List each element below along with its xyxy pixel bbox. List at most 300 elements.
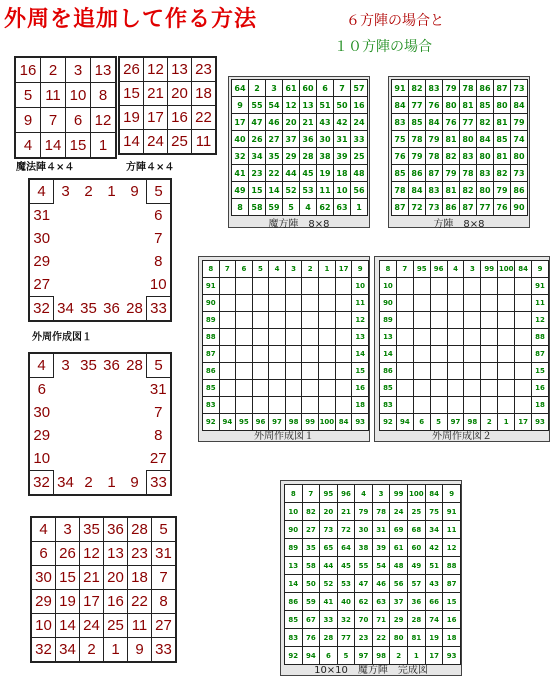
grid-cell: 3 (372, 485, 390, 503)
grid-cell (100, 401, 123, 424)
grid-cell: 83 (426, 182, 443, 199)
grid-row (119, 106, 216, 130)
grid-cell (481, 295, 498, 312)
grid-cell: 46 (372, 575, 390, 593)
grid-cell: 15 (249, 182, 266, 199)
grid-cell: 30 (317, 131, 334, 148)
grid-row (29, 378, 171, 402)
grid-cell (123, 447, 147, 471)
grid-cell: 76 (443, 114, 460, 131)
grid-cell (413, 329, 430, 346)
grid-cell: 20 (104, 566, 128, 590)
grid-cell: 22 (192, 106, 217, 130)
grid-cell: 38 (317, 148, 334, 165)
grid-cell: 48 (351, 165, 368, 182)
grid-row (380, 261, 549, 278)
grid-cell (498, 363, 515, 380)
grid-cell: 8 (152, 590, 177, 614)
grid-cell: 76 (426, 97, 443, 114)
grid-cell: 80 (477, 182, 494, 199)
grid-cell: 95 (320, 485, 338, 503)
grid-cell: 14 (285, 575, 303, 593)
grid-cell (77, 273, 100, 297)
grid-cell: 31 (372, 521, 390, 539)
grid-cell (302, 346, 319, 363)
grid-cell: 20 (283, 114, 300, 131)
grid-cell (236, 312, 253, 329)
grid-cell (100, 447, 123, 471)
grid-cell: 81 (443, 131, 460, 148)
grid-row (380, 380, 549, 397)
grid-cell: 2 (390, 647, 408, 665)
grid-cell: 9 (15, 108, 41, 133)
grid-cell: 1 (351, 199, 368, 216)
outer10-2-grid (379, 260, 549, 431)
grid-cell (447, 278, 464, 295)
grid-cell: 67 (302, 611, 320, 629)
grid-cell (100, 273, 123, 297)
grid-cell: 84 (409, 182, 426, 199)
grid-cell: 73 (320, 521, 338, 539)
grid-row (203, 295, 369, 312)
outer6-2-grid (28, 352, 172, 496)
grid-cell: 4 (355, 485, 373, 503)
grid-cell: 68 (407, 521, 425, 539)
grid-cell: 64 (337, 539, 355, 557)
grid-cell: 34 (56, 638, 80, 663)
grid-cell: 90 (285, 521, 303, 539)
grid-row (285, 593, 461, 611)
grid-cell: 3 (54, 179, 78, 204)
grid-cell (285, 397, 302, 414)
grid-row (29, 471, 171, 496)
grid-row (15, 57, 116, 83)
grid-row (380, 363, 549, 380)
grid-cell (396, 380, 413, 397)
grid-row (203, 278, 369, 295)
grid-cell: 16 (15, 57, 41, 83)
grid-cell: 4 (29, 353, 54, 378)
grid-cell (413, 295, 430, 312)
grid-cell: 11 (317, 182, 334, 199)
grid-cell (252, 329, 269, 346)
page-title: 外周を追加して作る方法 (4, 7, 258, 32)
grid-cell (413, 278, 430, 295)
grid-cell: 76 (302, 629, 320, 647)
grid-row (29, 250, 171, 273)
grid-cell (219, 363, 236, 380)
grid-cell: 14 (266, 182, 283, 199)
grid-cell: 34 (425, 521, 443, 539)
grid-cell: 15 (443, 593, 461, 611)
grid-cell: 91 (203, 278, 220, 295)
grid-cell: 13 (285, 557, 303, 575)
grid-cell (396, 329, 413, 346)
grid-cell: 35 (302, 539, 320, 557)
grid-cell: 31 (29, 204, 54, 228)
grid-cell (219, 380, 236, 397)
caption-final10: 10×10 魔方陣 完成図 (314, 665, 428, 676)
grid-row (203, 346, 369, 363)
grid-cell: 5 (430, 414, 447, 431)
grid-row (31, 566, 176, 590)
grid-cell: 13 (104, 542, 128, 566)
grid-cell: 29 (29, 424, 54, 447)
grid-cell: 10 (285, 503, 303, 521)
grid-cell: 12 (91, 108, 117, 133)
grid-cell: 29 (31, 590, 56, 614)
grid-row (232, 199, 368, 216)
grid-cell: 20 (168, 82, 192, 106)
grid-row (31, 542, 176, 566)
grid-cell: 30 (355, 521, 373, 539)
magic4-grid (14, 56, 117, 159)
grid-cell: 62 (317, 199, 334, 216)
grid-cell: 87 (460, 199, 477, 216)
grid-cell: 62 (355, 593, 373, 611)
grid-cell: 95 (413, 261, 430, 278)
grid-row (232, 114, 368, 131)
grid-cell: 66 (425, 593, 443, 611)
grid-cell: 93 (443, 647, 461, 665)
grid-cell: 81 (443, 182, 460, 199)
grid-row (285, 575, 461, 593)
grid-cell: 44 (283, 165, 300, 182)
grid-cell (54, 447, 78, 471)
grid-cell: 94 (396, 414, 413, 431)
grid-cell: 36 (104, 517, 128, 542)
grid-cell (269, 329, 286, 346)
grid-cell: 43 (317, 114, 334, 131)
grid-cell: 8 (147, 250, 172, 273)
grid-row (285, 611, 461, 629)
grid-cell: 49 (232, 182, 249, 199)
grid-cell: 89 (203, 312, 220, 329)
grid-cell (515, 397, 532, 414)
grid-cell: 88 (443, 557, 461, 575)
grid-cell: 82 (494, 165, 511, 182)
grid-cell (515, 380, 532, 397)
grid-row (232, 131, 368, 148)
grid-cell (77, 424, 100, 447)
grid-cell: 87 (532, 346, 549, 363)
grid-cell: 60 (300, 80, 317, 97)
grid-cell: 25 (104, 614, 128, 638)
grid-cell: 55 (355, 557, 373, 575)
grid-cell (481, 278, 498, 295)
grid-cell: 57 (407, 575, 425, 593)
grid-cell: 6 (413, 414, 430, 431)
grid-cell (498, 329, 515, 346)
grid-cell: 17 (232, 114, 249, 131)
grid-cell: 82 (477, 114, 494, 131)
grid-cell: 83 (426, 80, 443, 97)
grid-cell: 77 (409, 97, 426, 114)
grid-cell: 35 (266, 148, 283, 165)
grid-cell: 24 (351, 114, 368, 131)
grid-cell: 15 (352, 363, 369, 380)
grid-cell: 3 (464, 261, 481, 278)
grid-cell: 15 (532, 363, 549, 380)
grid-cell (318, 329, 335, 346)
grid-cell (481, 312, 498, 329)
grid-cell: 90 (380, 295, 397, 312)
grid-cell: 80 (443, 97, 460, 114)
grid-cell: 85 (494, 131, 511, 148)
grid-cell: 29 (283, 148, 300, 165)
grid-cell (236, 363, 253, 380)
subtitle-10: １０方陣の場合 (334, 39, 432, 55)
grid-cell: 93 (532, 414, 549, 431)
grid-cell (54, 401, 78, 424)
grid-cell: 82 (460, 182, 477, 199)
grid-cell: 14 (56, 614, 80, 638)
grid-cell: 87 (392, 199, 409, 216)
grid-row (232, 182, 368, 199)
grid-cell: 28 (123, 353, 147, 378)
grid-cell: 80 (494, 97, 511, 114)
grid-cell (464, 312, 481, 329)
grid-row (392, 165, 528, 182)
grid-cell: 10 (29, 447, 54, 471)
grid-cell: 13 (91, 57, 117, 83)
grid-cell: 73 (511, 80, 528, 97)
grid-cell: 21 (80, 566, 104, 590)
grid-cell: 23 (192, 57, 217, 82)
grid-cell (335, 278, 352, 295)
grid-cell: 13 (380, 329, 397, 346)
grid-cell (285, 346, 302, 363)
grid-cell: 23 (249, 165, 266, 182)
grid-cell: 23 (128, 542, 152, 566)
grid-cell: 99 (390, 485, 408, 503)
grid-cell: 31 (147, 378, 172, 402)
grid-row (29, 353, 171, 378)
grid-cell (77, 250, 100, 273)
grid-cell (515, 312, 532, 329)
grid-cell: 79 (494, 182, 511, 199)
grid-cell: 1 (498, 414, 515, 431)
grid-row (392, 131, 528, 148)
grid-cell: 58 (249, 199, 266, 216)
grid-cell (285, 363, 302, 380)
grid-cell (77, 204, 100, 228)
grid-cell: 3 (66, 57, 91, 83)
grid-cell: 10 (147, 273, 172, 297)
outer6-1-grid (28, 178, 172, 322)
grid-cell: 8 (285, 485, 303, 503)
grid-cell (481, 346, 498, 363)
grid-cell: 84 (335, 414, 352, 431)
grid-cell: 26 (119, 57, 144, 82)
grid-cell (302, 278, 319, 295)
grid-cell: 8 (91, 83, 117, 108)
grid-row (285, 485, 461, 503)
grid-cell: 1 (104, 638, 128, 663)
grid-cell: 74 (511, 131, 528, 148)
grid-cell: 25 (407, 503, 425, 521)
grid-cell: 15 (66, 133, 91, 159)
grid-cell (396, 295, 413, 312)
grid-cell (335, 312, 352, 329)
grid-cell: 9 (123, 179, 147, 204)
grid-cell: 98 (372, 647, 390, 665)
grid-cell (236, 295, 253, 312)
grid-cell (481, 380, 498, 397)
grid-row (29, 447, 171, 471)
grid-row (380, 346, 549, 363)
grid-cell (318, 278, 335, 295)
grid-row (203, 312, 369, 329)
grid-cell: 33 (147, 471, 172, 496)
grid-cell: 10 (31, 614, 56, 638)
grid-cell: 9 (232, 97, 249, 114)
grid-cell: 9 (352, 261, 369, 278)
grid-cell (335, 363, 352, 380)
grid-cell: 19 (425, 629, 443, 647)
grid-cell (54, 204, 78, 228)
grid-cell: 85 (380, 380, 397, 397)
grid-row (232, 80, 368, 97)
grid-cell (515, 363, 532, 380)
grid-cell (515, 295, 532, 312)
grid-cell: 4 (447, 261, 464, 278)
square-8x8-frame (388, 76, 530, 228)
magic8-grid (231, 79, 368, 216)
grid-cell: 7 (219, 261, 236, 278)
grid-row (392, 80, 528, 97)
grid-cell: 89 (285, 539, 303, 557)
grid-cell: 14 (119, 130, 144, 155)
grid-cell: 30 (29, 401, 54, 424)
grid-cell: 39 (334, 148, 351, 165)
grid-cell: 80 (477, 148, 494, 165)
grid-cell: 25 (168, 130, 192, 155)
grid-cell: 8 (203, 261, 220, 278)
caption-outer6-1: 外周作成図１ (32, 332, 92, 343)
grid-cell (447, 397, 464, 414)
grid-cell: 90 (511, 199, 528, 216)
grid-cell: 84 (426, 114, 443, 131)
grid-cell (396, 312, 413, 329)
grid-cell: 18 (192, 82, 217, 106)
grid-cell: 16 (532, 380, 549, 397)
grid-cell (252, 312, 269, 329)
grid-cell: 80 (460, 131, 477, 148)
grid-cell: 14 (352, 346, 369, 363)
grid-cell: 88 (532, 329, 549, 346)
grid-cell: 10 (352, 278, 369, 295)
grid-cell: 29 (29, 250, 54, 273)
grid-cell (219, 397, 236, 414)
magic-square-4x4 (14, 56, 117, 159)
grid-cell (302, 329, 319, 346)
grid-cell: 8 (380, 261, 397, 278)
grid-cell: 86 (443, 199, 460, 216)
grid-cell (123, 401, 147, 424)
grid-row (31, 638, 176, 663)
grid-cell: 5 (252, 261, 269, 278)
grid-cell: 84 (515, 261, 532, 278)
grid-cell (430, 329, 447, 346)
grid-cell (498, 397, 515, 414)
grid-cell: 96 (337, 485, 355, 503)
grid-cell: 52 (320, 575, 338, 593)
grid-cell: 100 (407, 485, 425, 503)
grid-cell: 49 (407, 557, 425, 575)
grid-row (380, 295, 549, 312)
grid-cell: 9 (123, 471, 147, 496)
grid-row (392, 199, 528, 216)
grid-row (119, 57, 216, 82)
grid-row (232, 148, 368, 165)
grid-row (203, 261, 369, 278)
grid-cell: 53 (337, 575, 355, 593)
grid-cell: 3 (54, 353, 78, 378)
grid-cell (318, 295, 335, 312)
grid-cell: 77 (337, 629, 355, 647)
grid-cell: 32 (337, 611, 355, 629)
grid-cell: 80 (511, 148, 528, 165)
grid-cell (396, 397, 413, 414)
grid-cell: 79 (443, 165, 460, 182)
grid-cell: 12 (443, 539, 461, 557)
grid-cell (335, 295, 352, 312)
grid-cell (430, 312, 447, 329)
grid-cell: 12 (80, 542, 104, 566)
grid-cell: 28 (128, 517, 152, 542)
grid-cell: 86 (409, 165, 426, 182)
grid-cell: 86 (285, 593, 303, 611)
grid-cell: 82 (409, 80, 426, 97)
grid-cell: 19 (119, 106, 144, 130)
grid-cell (252, 363, 269, 380)
grid-cell (464, 329, 481, 346)
grid-cell: 1 (100, 179, 123, 204)
grid-cell: 41 (320, 593, 338, 611)
grid-cell (269, 380, 286, 397)
grid-cell (302, 380, 319, 397)
grid-cell: 87 (443, 575, 461, 593)
grid-cell: 63 (334, 199, 351, 216)
grid-cell: 17 (335, 261, 352, 278)
grid-cell: 13 (352, 329, 369, 346)
grid-cell (269, 363, 286, 380)
grid-row (29, 227, 171, 250)
grid-cell: 3 (266, 80, 283, 97)
grid-cell: 20 (320, 503, 338, 521)
grid-cell (413, 380, 430, 397)
grid-cell: 41 (232, 165, 249, 182)
grid-cell: 78 (460, 165, 477, 182)
grid-cell: 81 (494, 148, 511, 165)
grid-cell: 30 (31, 566, 56, 590)
grid-cell: 28 (123, 297, 147, 322)
grid-cell: 91 (392, 80, 409, 97)
grid-cell: 18 (128, 566, 152, 590)
grid-cell: 38 (355, 539, 373, 557)
grid-cell: 78 (372, 503, 390, 521)
grid-cell: 75 (425, 503, 443, 521)
grid-row (203, 380, 369, 397)
grid-cell: 63 (372, 593, 390, 611)
grid-row (15, 83, 116, 108)
grid-cell (498, 346, 515, 363)
grid-cell: 6 (29, 378, 54, 402)
grid-cell: 6 (236, 261, 253, 278)
grid-cell: 57 (351, 80, 368, 97)
grid-cell: 81 (494, 114, 511, 131)
